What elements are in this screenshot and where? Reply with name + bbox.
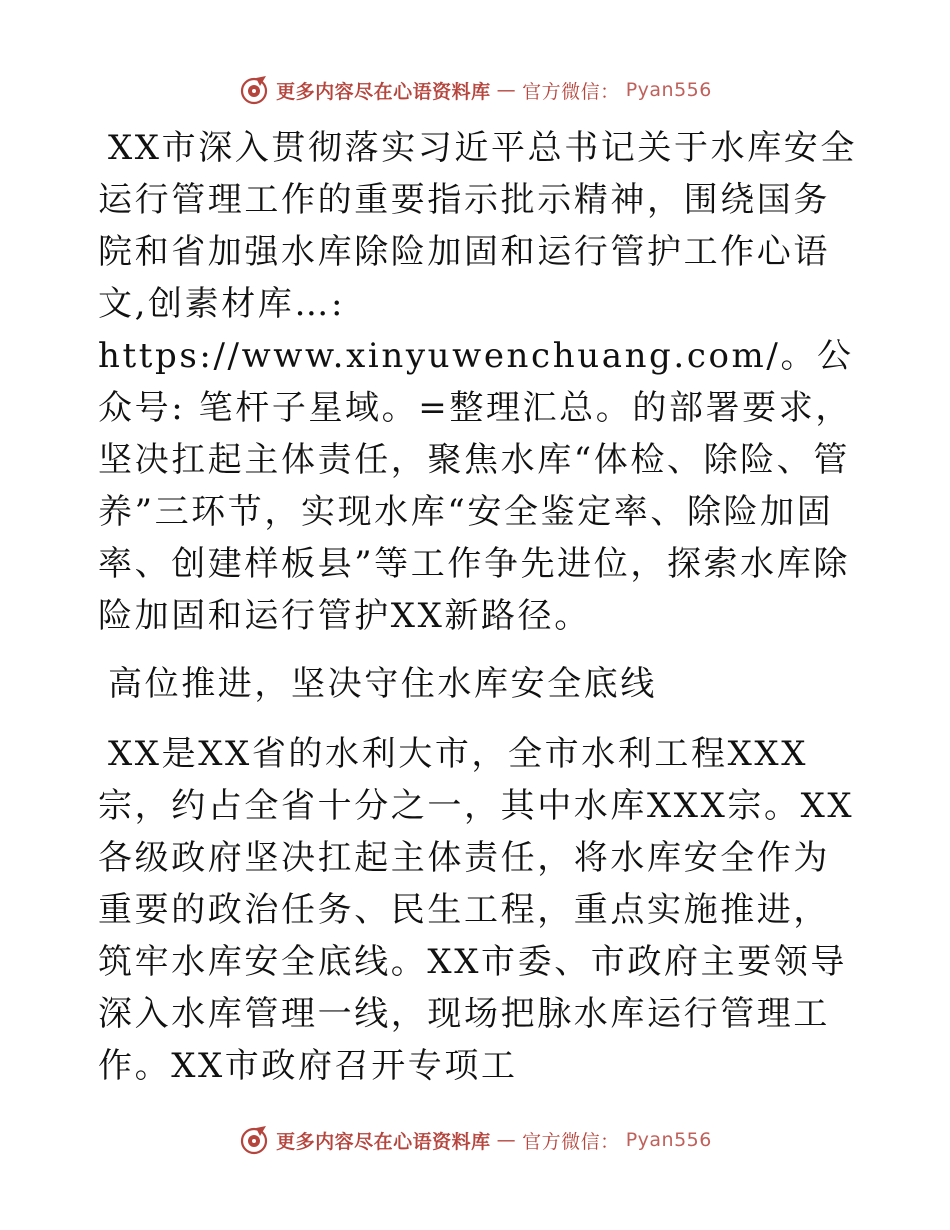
watermark-wechat-label: 官方微信： <box>522 80 620 103</box>
watermark-wechat-id: Pyan556 <box>625 79 712 101</box>
section-heading: 高位推进，坚决守住水库安全底线 <box>108 664 657 704</box>
watermark-separator: — <box>496 1129 517 1151</box>
watermark-brand: 更多内容尽在心语资料库 <box>276 80 491 103</box>
watermark-wechat-label: 官方微信： <box>522 1130 620 1153</box>
intro-paragraph: XX市深入贯彻落实习近平总书记关于水库安全运行管理工作的重要指示批示精神，围绕国务院和省加强水库除险加固和运行管护工作心语文,创素材库…: https://www.xinyuwenchuang.com/。公众号: 笔杆子星域。=整理汇总。的部署要求，坚决扛起主体责任，聚焦水库“体检、除险、管养”三环节，实现水库“安全鉴定率、除险加固率、创建样板县”等工作争先进位，探索水库除险加固和运行管护XX新路径。 <box>98 128 858 636</box>
watermark-brand: 更多内容尽在心语资料库 <box>276 1130 491 1153</box>
watermark-wechat-id: Pyan556 <box>625 1129 712 1151</box>
document-body <box>98 122 858 1108</box>
brand-logo-icon <box>238 1124 270 1156</box>
watermark-separator: — <box>496 79 517 101</box>
brand-logo-icon <box>238 74 270 106</box>
body-paragraph: XX是XX省的水利大市，全市水利工程XXX宗，约占全省十分之一，其中水库XXX宗。XX各级政府坚决扛起主体责任，将水库安全作为重要的政治任务、民生工程，重点实施推进，筑牢水库安全底线。XX市委、市政府主要领导深入水库管理一线，现场把脉水库运行管理工作。XX市政府召开专项工 <box>98 734 855 1086</box>
header-watermark <box>0 74 950 106</box>
footer-watermark <box>0 1124 950 1156</box>
